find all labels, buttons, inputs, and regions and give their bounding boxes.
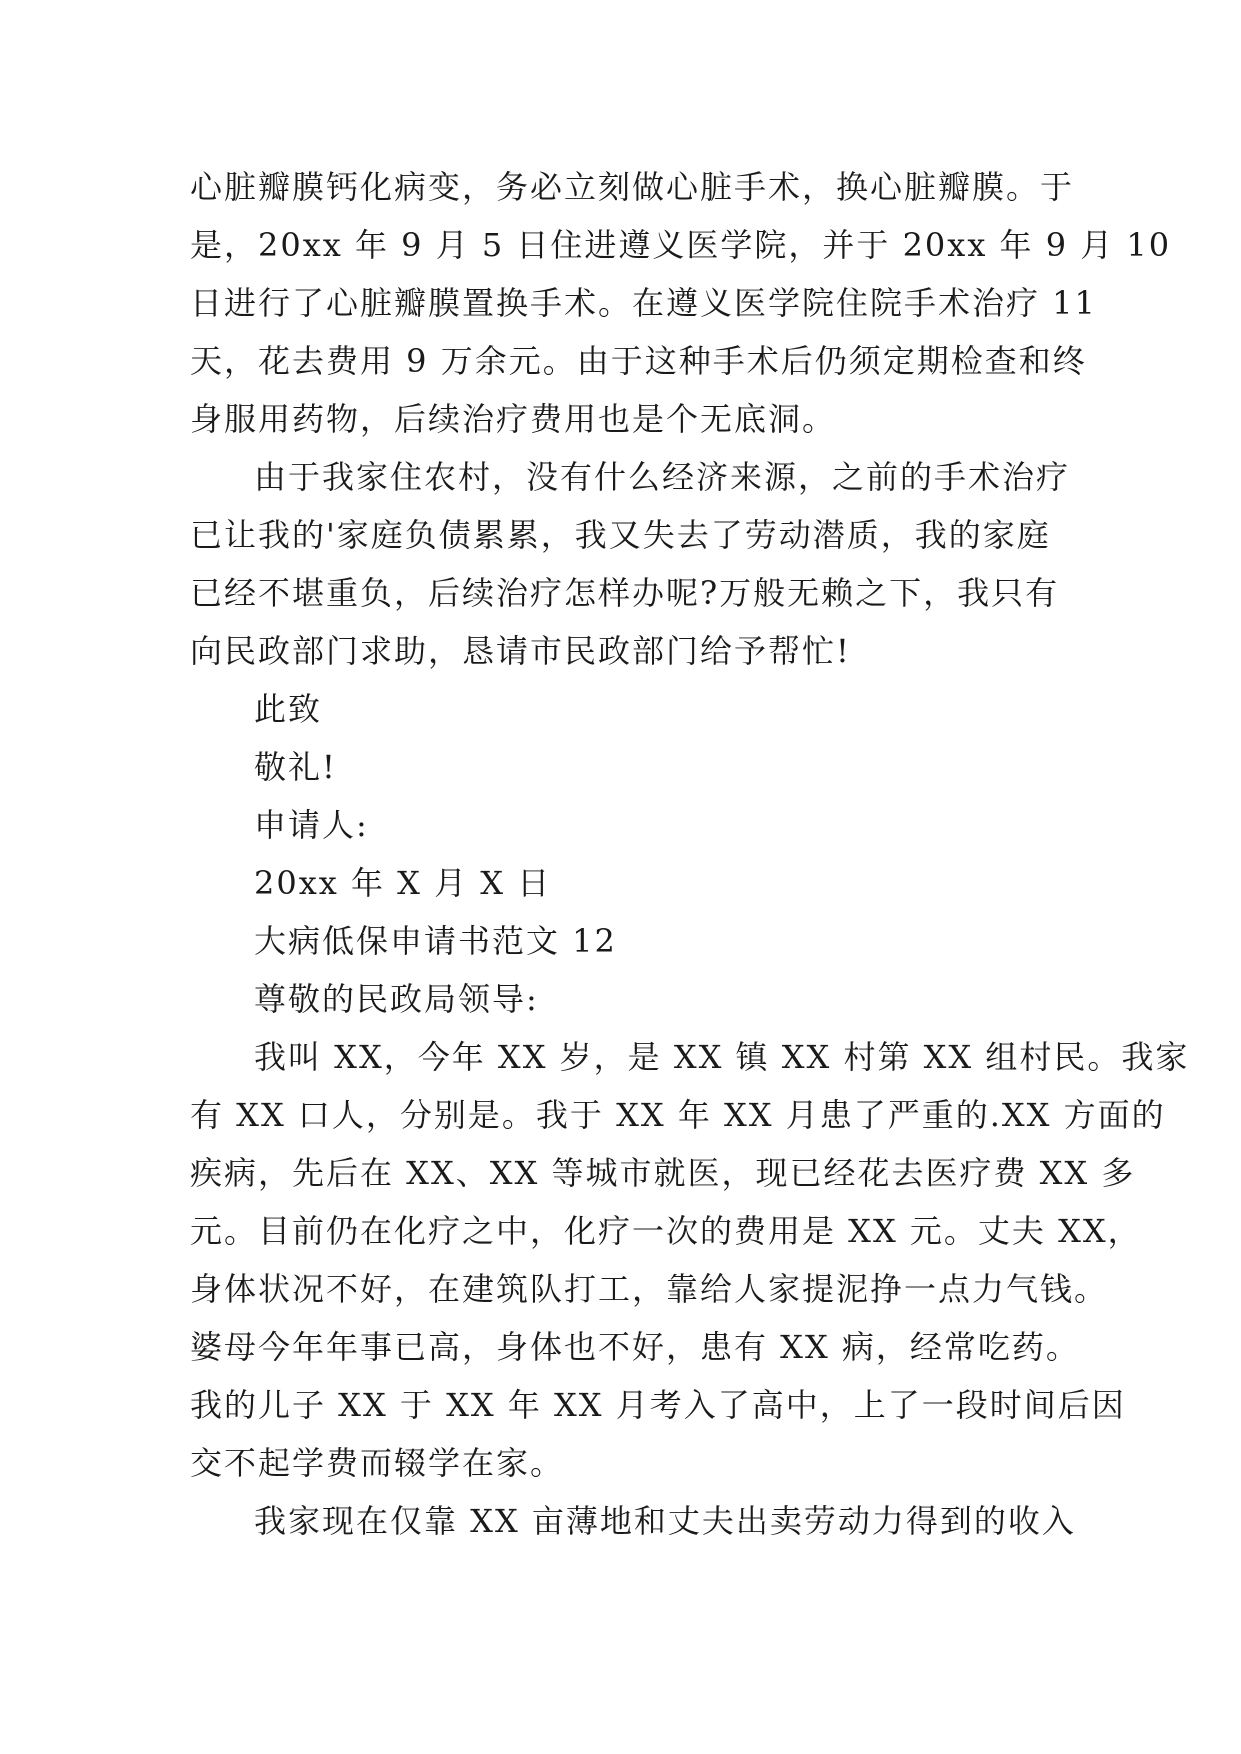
- text-line: 疾病，先后在 XX、XX 等城市就医，现已经花去医疗费 XX 多: [190, 1154, 1136, 1192]
- date-text: 20xx 年 X 月 X 日: [254, 864, 552, 902]
- text-line: 身服用药物，后续治疗费用也是个无底洞。: [190, 400, 837, 438]
- text-line: 已经不堪重负，后续治疗怎样办呢?万般无赖之下，我只有: [190, 574, 1060, 612]
- text-line: 我家现在仅靠 XX 亩薄地和丈夫出卖劳动力得到的收入: [254, 1502, 1076, 1540]
- greeting-text: 尊敬的民政局领导:: [254, 980, 539, 1018]
- salutation-text: 敬礼!: [254, 748, 337, 786]
- text-line: 我叫 XX，今年 XX 岁，是 XX 镇 XX 村第 XX 组村民。我家: [254, 1038, 1190, 1076]
- text-line: 天，花去费用 9 万余元。由于这种手术后仍须定期检查和终: [190, 342, 1087, 380]
- text-line: 心脏瓣膜钙化病变，务必立刻做心脏手术，换心脏瓣膜。于: [190, 168, 1075, 206]
- text-line: 元。目前仍在化疗之中，化疗一次的费用是 XX 元。丈夫 XX，: [190, 1212, 1142, 1250]
- text-line: 由于我家住农村，没有什么经济来源，之前的手术治疗: [254, 458, 1071, 496]
- paragraph-family: [190, 1028, 1190, 1492]
- paragraph-income: [190, 1492, 1076, 1550]
- document-body: [190, 158, 1190, 1550]
- text-line: 身体状况不好，在建筑队打工，靠给人家提泥挣一点力气钱。: [190, 1270, 1109, 1308]
- text-line: 是，20xx 年 9 月 5 日住进遵义医学院，并于 20xx 年 9 月 10: [190, 226, 1172, 264]
- text-line: 日进行了心脏瓣膜置换手术。在遵义医学院住院手术治疗 11: [190, 284, 1097, 322]
- text-line: 我的儿子 XX 于 XX 年 XX 月考入了高中，上了一段时间后因: [190, 1386, 1126, 1424]
- text-line: 向民政部门求助，恳请市民政部门给予帮忙!: [190, 632, 851, 670]
- text-line: 有 XX 口人，分别是。我于 XX 年 XX 月患了严重的.XX 方面的: [190, 1096, 1166, 1134]
- text-line: 婆母今年年事已高，身体也不好，患有 XX 病，经常吃药。: [190, 1328, 1080, 1366]
- paragraph-hardship: [190, 448, 1071, 680]
- text-line: 已让我的'家庭负债累累，我又失去了劳动潜质，我的家庭: [190, 516, 1051, 554]
- section-title: 大病低保申请书范文 12: [254, 922, 617, 960]
- applicant-label: 申请人:: [254, 806, 369, 844]
- text-line: 交不起学费而辍学在家。: [190, 1444, 565, 1482]
- closing-text: 此致: [254, 690, 323, 728]
- paragraph-surgery: [190, 158, 1172, 448]
